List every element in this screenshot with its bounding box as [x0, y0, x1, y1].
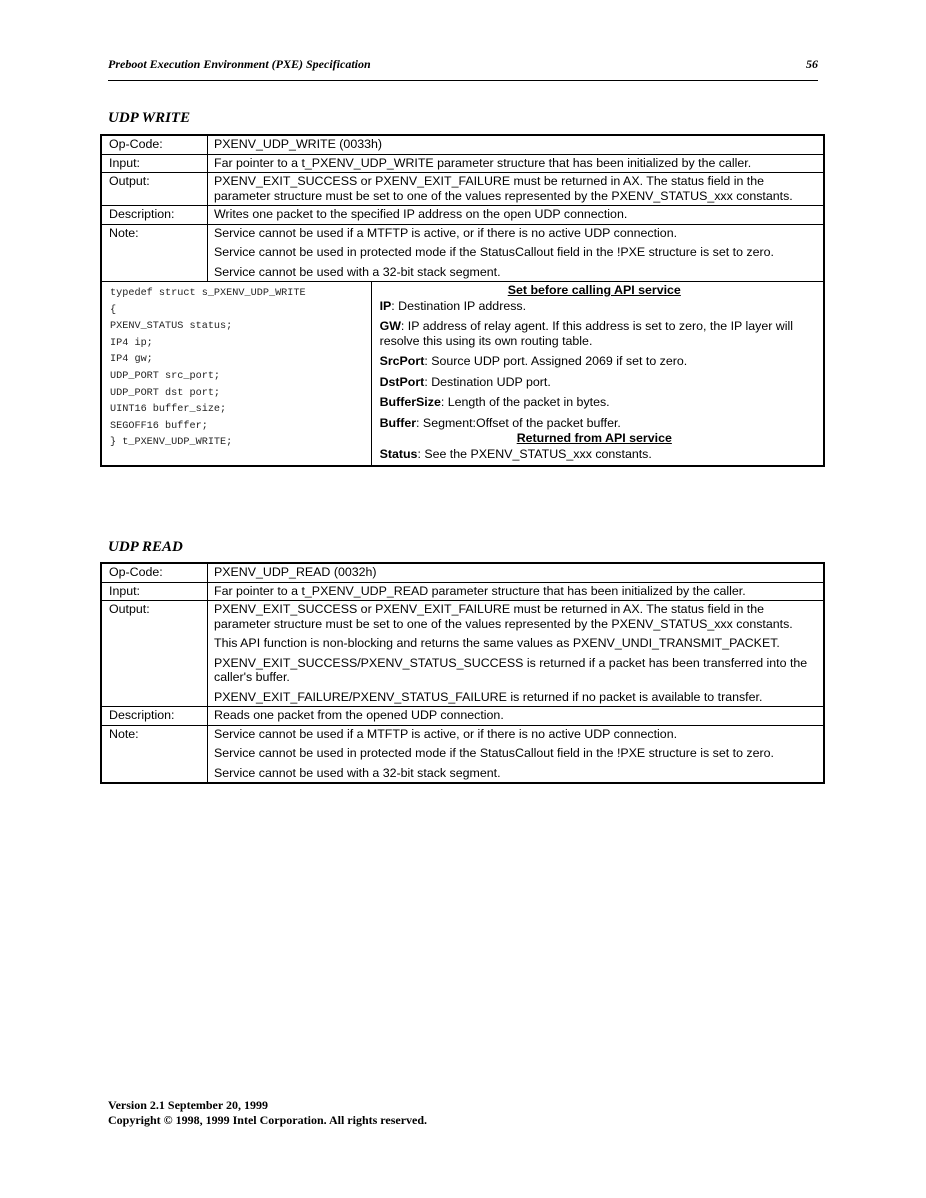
page-footer — [108, 1098, 427, 1128]
note-item: Service cannot be used if a MTFTP is active, or if there is no active UDP connection. — [214, 225, 678, 240]
opcode-value: PXENV_UDP_READ (0032h) — [208, 563, 825, 582]
code-line: UDP_PORT dst port; — [110, 387, 221, 399]
udp-read-table — [100, 562, 825, 784]
table-row — [101, 563, 824, 582]
field-name: SrcPort — [379, 354, 425, 368]
field-desc: : Destination UDP port. — [424, 374, 551, 389]
page-number: 56 — [806, 57, 818, 71]
page-header — [108, 54, 818, 81]
input-value: Far pointer to a t_PXENV_UDP_READ parameter structure that has been initialized by the caller. — [208, 582, 825, 601]
field-item — [380, 447, 809, 462]
field-name: Status — [379, 446, 418, 461]
table-row — [101, 173, 824, 206]
code-line: } t_PXENV_UDP_WRITE; — [110, 437, 233, 449]
description-label: Description: — [101, 707, 208, 726]
table-row — [101, 135, 824, 154]
field-item — [380, 375, 809, 390]
output-label: Output: — [101, 173, 208, 206]
field-name: DstPort — [379, 374, 425, 389]
output-item: PXENV_EXIT_SUCCESS or PXENV_EXIT_FAILURE must be returned in AX. The status field in the parameter structure must be set to one of the values represented by the PXENV_STATUS_xxx constants. — [214, 602, 793, 631]
field-name: BufferSize — [379, 395, 441, 409]
field-name: Buffer — [379, 415, 417, 430]
copyright-text: Copyright © 1998, 1999 Intel Corporation. All rights reserved. — [108, 1113, 428, 1127]
field-item — [380, 416, 809, 431]
output-item: PXENV_EXIT_FAILURE/PXENV_STATUS_FAILURE is returned if no packet is available to transfer. — [214, 689, 763, 704]
opcode-value: PXENV_UDP_WRITE (0033h) — [208, 135, 825, 154]
note-item: Service cannot be used in protected mode if the StatusCallout field in the !PXE structure is set to zero. — [214, 746, 774, 760]
table-row — [101, 601, 824, 707]
note-item: Service cannot be used with a 32-bit stack segment. — [214, 765, 501, 780]
udp-write-table — [100, 134, 825, 467]
note-label: Note: — [101, 224, 208, 282]
udp-read-title: UDP READ — [108, 539, 183, 555]
set-before-header: Set before calling API service — [507, 283, 681, 297]
table-row — [101, 725, 824, 783]
code-line: SEGOFF16 buffer; — [110, 420, 208, 432]
note-item: Service cannot be used with a 32-bit stack segment. — [214, 264, 501, 279]
code-line: UDP_PORT src_port; — [110, 370, 221, 382]
version-text: Version 2.1 September 20, 1999 — [108, 1098, 268, 1112]
field-desc: : Destination IP address. — [391, 298, 527, 313]
table-row — [101, 154, 824, 173]
table-row — [101, 224, 824, 282]
input-label: Input: — [101, 154, 208, 173]
table-row — [101, 282, 824, 467]
output-value: PXENV_EXIT_SUCCESS or PXENV_EXIT_FAILURE must be returned in AX. The status field in the parameter structure must be set to one of the values represented by the PXENV_STATUS_xxx constants. — [208, 173, 825, 206]
code-line: UINT16 buffer_size; — [110, 404, 227, 416]
note-label: Note: — [101, 725, 208, 783]
note-item: Service cannot be used if a MTFTP is active, or if there is no active UDP connection. — [214, 726, 678, 741]
udp-write-title: UDP WRITE — [108, 110, 191, 126]
returned-header: Returned from API service — [516, 431, 672, 445]
field-name: GW — [379, 319, 401, 333]
output-value — [208, 601, 825, 707]
code-line: PXENV_STATUS status; — [110, 321, 233, 333]
field-desc: : Segment:Offset of the packet buffer. — [416, 415, 621, 430]
struct-fields — [371, 282, 824, 467]
description-value: Reads one packet from the opened UDP connection. — [208, 707, 825, 726]
description-label: Description: — [101, 206, 208, 225]
field-name: IP — [379, 298, 392, 313]
field-desc: : Source UDP port. Assigned 2069 if set to zero. — [424, 354, 688, 368]
field-item — [380, 299, 809, 314]
field-item — [380, 354, 809, 369]
code-line: { — [110, 304, 117, 316]
note-value — [208, 725, 825, 783]
struct-code-block — [101, 282, 371, 467]
table-row — [101, 206, 824, 225]
note-item: Service cannot be used in protected mode if the StatusCallout field in the !PXE structure is set to zero. — [214, 245, 774, 259]
note-value — [208, 224, 825, 282]
code-line: IP4 ip; — [110, 337, 153, 349]
output-item: This API function is non-blocking and returns the same values as PXENV_UNDI_TRANSMIT_PACKET. — [214, 636, 780, 650]
field-desc: : See the PXENV_STATUS_xxx constants. — [417, 446, 652, 461]
code-line: typedef struct s_PXENV_UDP_WRITE — [110, 288, 306, 299]
description-value: Writes one packet to the specified IP address on the open UDP connection. — [208, 206, 825, 225]
output-item: PXENV_EXIT_SUCCESS/PXENV_STATUS_SUCCESS is returned if a packet has been transferred into the caller's buffer. — [214, 655, 808, 684]
table-row — [101, 582, 824, 601]
field-item — [380, 319, 809, 348]
document-title: Preboot Execution Environment (PXE) Specification — [108, 57, 371, 71]
table-row — [101, 707, 824, 726]
input-value: Far pointer to a t_PXENV_UDP_WRITE parameter structure that has been initialized by the caller. — [208, 154, 825, 173]
opcode-label: Op-Code: — [101, 563, 208, 582]
code-line: IP4 gw; — [110, 354, 153, 366]
field-desc: : IP address of relay agent. If this address is set to zero, the IP layer will resolve this using its own routing table. — [379, 319, 794, 348]
field-desc: : Length of the packet in bytes. — [440, 395, 610, 409]
field-item — [380, 395, 809, 410]
output-label: Output: — [101, 601, 208, 707]
input-label: Input: — [101, 582, 208, 601]
opcode-label: Op-Code: — [101, 135, 208, 154]
